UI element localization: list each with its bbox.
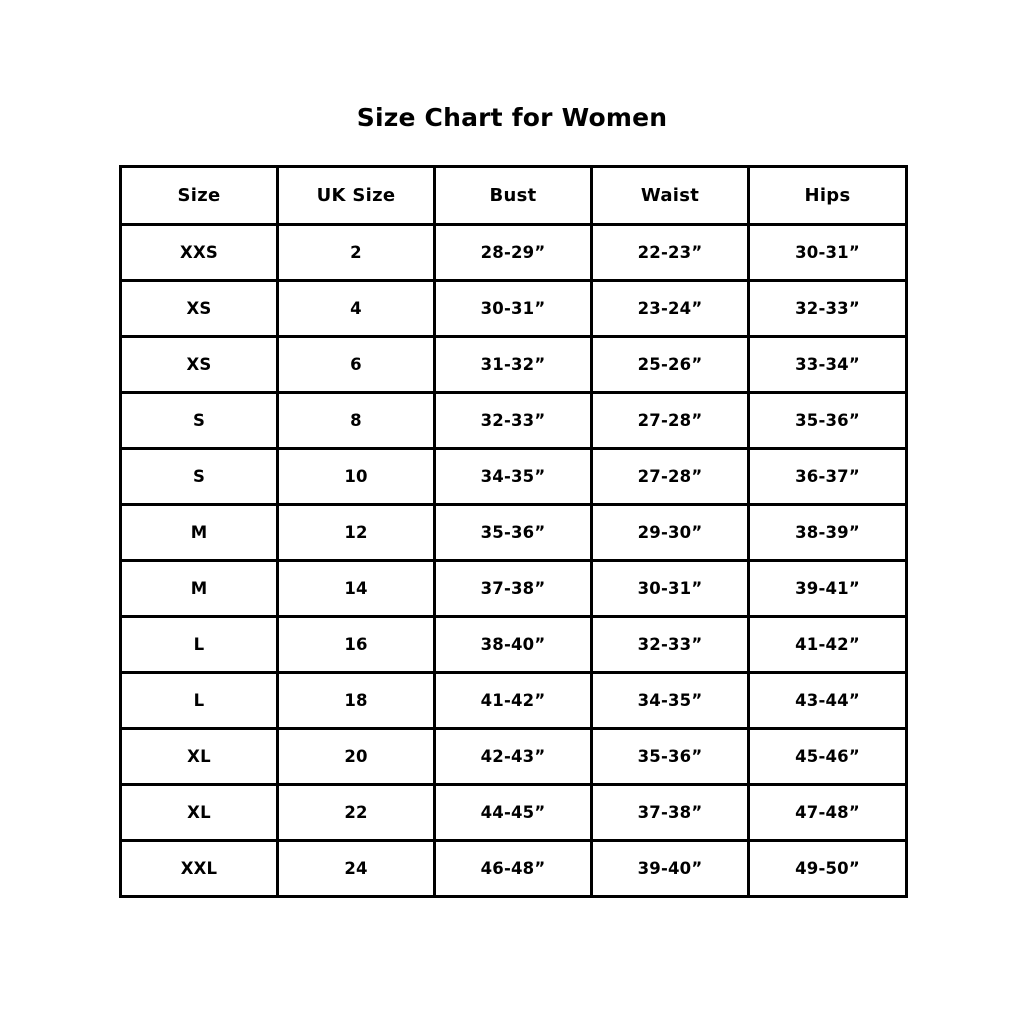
column-header-size: Size bbox=[121, 167, 278, 225]
cell-waist: 29-30” bbox=[592, 505, 749, 561]
cell-uk-size: 22 bbox=[278, 785, 435, 841]
cell-uk-size: 24 bbox=[278, 841, 435, 897]
cell-hips: 32-33” bbox=[749, 281, 907, 337]
cell-bust: 41-42” bbox=[435, 673, 592, 729]
table-row bbox=[121, 225, 907, 281]
size-chart-table-container bbox=[119, 165, 905, 898]
column-header-hips: Hips bbox=[749, 167, 907, 225]
table-row bbox=[121, 281, 907, 337]
cell-bust: 28-29” bbox=[435, 225, 592, 281]
cell-size: XL bbox=[121, 729, 278, 785]
table-row bbox=[121, 337, 907, 393]
cell-hips: 39-41” bbox=[749, 561, 907, 617]
cell-bust: 42-43” bbox=[435, 729, 592, 785]
cell-waist: 23-24” bbox=[592, 281, 749, 337]
cell-size: M bbox=[121, 505, 278, 561]
cell-bust: 46-48” bbox=[435, 841, 592, 897]
cell-hips: 30-31” bbox=[749, 225, 907, 281]
cell-size: L bbox=[121, 617, 278, 673]
cell-hips: 43-44” bbox=[749, 673, 907, 729]
table-row bbox=[121, 449, 907, 505]
cell-waist: 37-38” bbox=[592, 785, 749, 841]
cell-hips: 49-50” bbox=[749, 841, 907, 897]
cell-uk-size: 16 bbox=[278, 617, 435, 673]
table-row bbox=[121, 841, 907, 897]
cell-hips: 33-34” bbox=[749, 337, 907, 393]
cell-uk-size: 18 bbox=[278, 673, 435, 729]
cell-hips: 35-36” bbox=[749, 393, 907, 449]
cell-uk-size: 12 bbox=[278, 505, 435, 561]
cell-size: XS bbox=[121, 281, 278, 337]
cell-uk-size: 14 bbox=[278, 561, 435, 617]
column-header-waist: Waist bbox=[592, 167, 749, 225]
cell-waist: 32-33” bbox=[592, 617, 749, 673]
cell-size: XXS bbox=[121, 225, 278, 281]
table-row bbox=[121, 673, 907, 729]
cell-uk-size: 20 bbox=[278, 729, 435, 785]
cell-waist: 39-40” bbox=[592, 841, 749, 897]
cell-hips: 41-42” bbox=[749, 617, 907, 673]
cell-bust: 32-33” bbox=[435, 393, 592, 449]
cell-size: S bbox=[121, 449, 278, 505]
cell-size: XXL bbox=[121, 841, 278, 897]
table-body bbox=[121, 225, 907, 897]
cell-size: XS bbox=[121, 337, 278, 393]
cell-bust: 34-35” bbox=[435, 449, 592, 505]
cell-waist: 34-35” bbox=[592, 673, 749, 729]
size-chart-table bbox=[119, 165, 908, 898]
cell-uk-size: 4 bbox=[278, 281, 435, 337]
table-header bbox=[121, 167, 907, 225]
cell-bust: 44-45” bbox=[435, 785, 592, 841]
cell-size: L bbox=[121, 673, 278, 729]
cell-bust: 37-38” bbox=[435, 561, 592, 617]
cell-hips: 45-46” bbox=[749, 729, 907, 785]
table-header-row bbox=[121, 167, 907, 225]
table-row bbox=[121, 785, 907, 841]
cell-size: XL bbox=[121, 785, 278, 841]
cell-size: M bbox=[121, 561, 278, 617]
column-header-uk-size: UK Size bbox=[278, 167, 435, 225]
cell-waist: 27-28” bbox=[592, 449, 749, 505]
cell-hips: 38-39” bbox=[749, 505, 907, 561]
cell-waist: 25-26” bbox=[592, 337, 749, 393]
cell-uk-size: 10 bbox=[278, 449, 435, 505]
cell-waist: 30-31” bbox=[592, 561, 749, 617]
cell-uk-size: 2 bbox=[278, 225, 435, 281]
table-row bbox=[121, 617, 907, 673]
table-row bbox=[121, 561, 907, 617]
cell-waist: 35-36” bbox=[592, 729, 749, 785]
cell-bust: 31-32” bbox=[435, 337, 592, 393]
cell-uk-size: 6 bbox=[278, 337, 435, 393]
table-row bbox=[121, 505, 907, 561]
cell-uk-size: 8 bbox=[278, 393, 435, 449]
cell-bust: 30-31” bbox=[435, 281, 592, 337]
cell-size: S bbox=[121, 393, 278, 449]
cell-hips: 36-37” bbox=[749, 449, 907, 505]
page-title: Size Chart for Women bbox=[356, 103, 668, 132]
cell-waist: 27-28” bbox=[592, 393, 749, 449]
cell-bust: 38-40” bbox=[435, 617, 592, 673]
cell-bust: 35-36” bbox=[435, 505, 592, 561]
table-row bbox=[121, 729, 907, 785]
cell-waist: 22-23” bbox=[592, 225, 749, 281]
table-row bbox=[121, 393, 907, 449]
cell-hips: 47-48” bbox=[749, 785, 907, 841]
column-header-bust: Bust bbox=[435, 167, 592, 225]
